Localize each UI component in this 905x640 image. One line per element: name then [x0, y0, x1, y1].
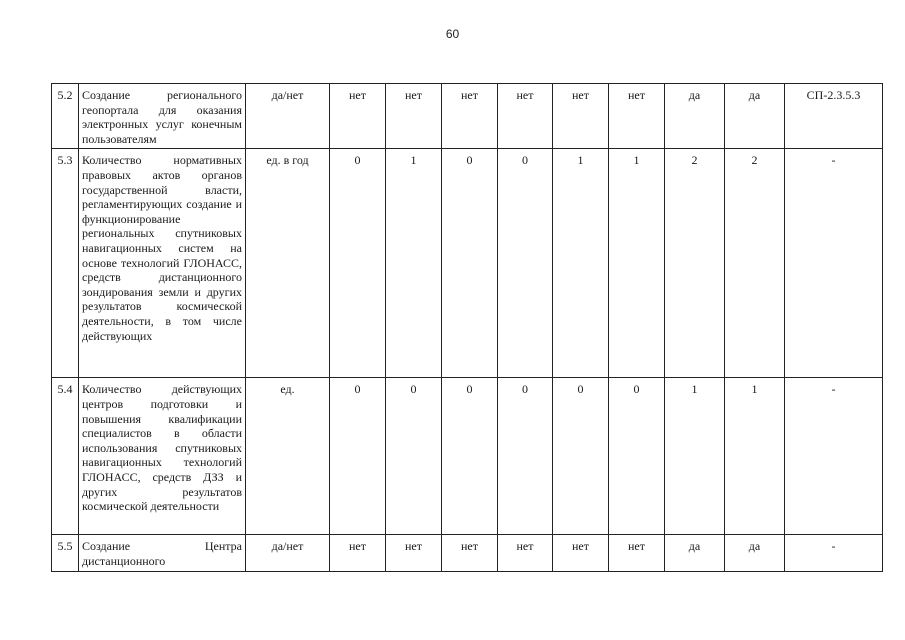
unit-cell: да/нет [246, 84, 330, 149]
unit-cell: да/нет [246, 535, 330, 572]
value-cell: нет [498, 84, 553, 149]
value-cell: 0 [386, 378, 442, 535]
value-cell: 0 [553, 378, 609, 535]
unit-cell: ед. [246, 378, 330, 535]
reference-cell: - [785, 149, 883, 378]
reference-cell: - [785, 378, 883, 535]
row-number: 5.5 [52, 535, 79, 572]
value-cell: нет [330, 84, 386, 149]
value-cell: 2 [665, 149, 725, 378]
indicator-name: Количество нормативных правовых актов органов государственной власти, регламентирующих создание и функционирование региональных спутниковых навигационных систем на основе технологий ГЛОНАСС, средств дистанционного зондирования земли и других результатов космической деятельности, в том числе действующих [79, 149, 246, 378]
value-cell: нет [442, 84, 498, 149]
value-cell: нет [553, 535, 609, 572]
value-cell: нет [386, 535, 442, 572]
value-cell: 0 [609, 378, 665, 535]
indicator-name: Создание Центра дистанционного [79, 535, 246, 572]
value-cell: 0 [330, 149, 386, 378]
value-cell: 0 [498, 378, 553, 535]
indicators-table [51, 83, 883, 572]
value-cell: нет [386, 84, 442, 149]
indicator-name: Создание регионального геопортала для оказания электронных услуг конечным пользователям [79, 84, 246, 149]
value-cell: 0 [442, 378, 498, 535]
value-cell: 0 [330, 378, 386, 535]
value-cell: нет [442, 535, 498, 572]
value-cell: 0 [442, 149, 498, 378]
value-cell: да [725, 535, 785, 572]
value-cell: 1 [386, 149, 442, 378]
reference-cell: - [785, 535, 883, 572]
table-row [52, 84, 883, 149]
row-number: 5.3 [52, 149, 79, 378]
value-cell: да [665, 84, 725, 149]
indicator-name: Количество действующих центров подготовки и повышения квалификации специалистов в области использования спутниковых навигационных технологий ГЛОНАСС, средств ДЗЗ и других результатов космической деятельности [79, 378, 246, 535]
unit-cell: ед. в год [246, 149, 330, 378]
value-cell: 1 [553, 149, 609, 378]
value-cell: 1 [609, 149, 665, 378]
value-cell: 2 [725, 149, 785, 378]
reference-cell: СП-2.3.5.3 [785, 84, 883, 149]
table-row [52, 535, 883, 572]
value-cell: нет [498, 535, 553, 572]
value-cell: 1 [665, 378, 725, 535]
value-cell: нет [609, 535, 665, 572]
value-cell: нет [553, 84, 609, 149]
table-row [52, 378, 883, 535]
value-cell: да [725, 84, 785, 149]
value-cell: нет [330, 535, 386, 572]
value-cell: 1 [725, 378, 785, 535]
page-number: 60 [445, 27, 460, 41]
row-number: 5.4 [52, 378, 79, 535]
value-cell: да [665, 535, 725, 572]
value-cell: нет [609, 84, 665, 149]
row-number: 5.2 [52, 84, 79, 149]
table-row [52, 149, 883, 378]
value-cell: 0 [498, 149, 553, 378]
